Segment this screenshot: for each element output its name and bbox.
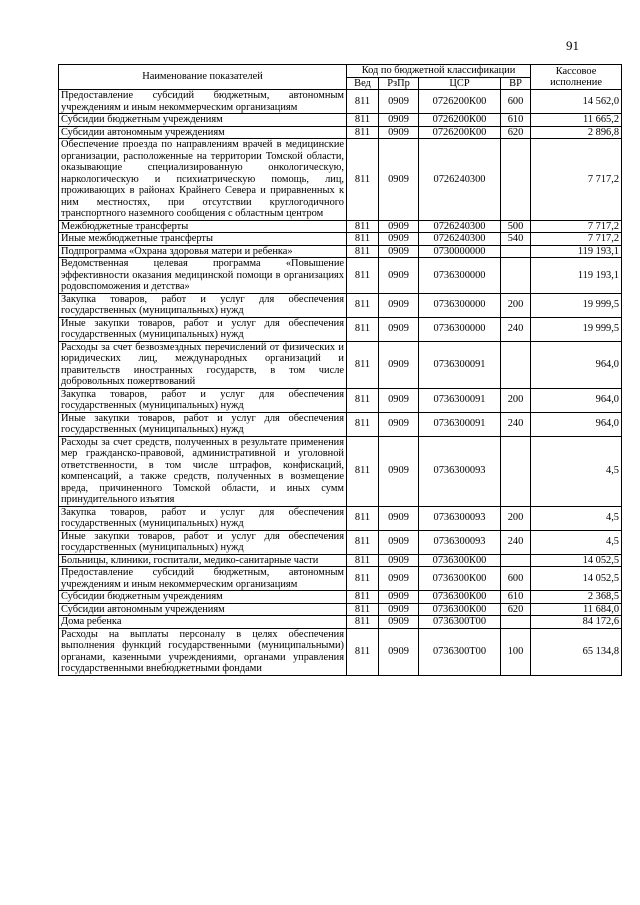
cell-ved: 811 bbox=[347, 530, 379, 554]
cell-csr: 0736300Т00 bbox=[419, 628, 501, 675]
cell-ved: 811 bbox=[347, 567, 379, 591]
cell-ved: 811 bbox=[347, 506, 379, 530]
cell-csr: 0726200К00 bbox=[419, 90, 501, 114]
cell-rzpr: 0909 bbox=[379, 220, 419, 233]
table-row bbox=[59, 90, 622, 114]
cell-csr: 0736300000 bbox=[419, 317, 501, 341]
table-row bbox=[59, 591, 622, 604]
cell-csr: 0726240300 bbox=[419, 220, 501, 233]
cell-csr: 0730000000 bbox=[419, 245, 501, 258]
cell-vr: 620 bbox=[501, 603, 531, 616]
cell-csr: 0736300000 bbox=[419, 293, 501, 317]
cell-ved: 811 bbox=[347, 220, 379, 233]
table-body bbox=[59, 90, 622, 676]
cell-sum: 7 717,2 bbox=[531, 233, 622, 246]
cell-name: Субсидии бюджетным учреждениям bbox=[59, 114, 347, 127]
header-ved: Вед bbox=[347, 77, 379, 90]
cell-name: Иные закупки товаров, работ и услуг для обеспечения государственных (муниципальных) нужд bbox=[59, 317, 347, 341]
cell-name: Субсидии автономным учреждениям bbox=[59, 126, 347, 139]
table-row bbox=[59, 506, 622, 530]
cell-rzpr: 0909 bbox=[379, 554, 419, 567]
cell-vr: 620 bbox=[501, 126, 531, 139]
cell-name: Иные закупки товаров, работ и услуг для обеспечения государственных (муниципальных) нужд bbox=[59, 412, 347, 436]
cell-rzpr: 0909 bbox=[379, 139, 419, 221]
cell-sum: 14 052,5 bbox=[531, 567, 622, 591]
cell-name: Субсидии бюджетным учреждениям bbox=[59, 591, 347, 604]
cell-ved: 811 bbox=[347, 388, 379, 412]
cell-vr bbox=[501, 139, 531, 221]
cell-csr: 0736300093 bbox=[419, 530, 501, 554]
cell-ved: 811 bbox=[347, 412, 379, 436]
cell-ved: 811 bbox=[347, 293, 379, 317]
cell-sum: 4,5 bbox=[531, 530, 622, 554]
cell-ved: 811 bbox=[347, 317, 379, 341]
cell-name: Расходы за счет средств, полученных в результате применения мер гражданско-правовой, административной и уголовной ответственности, в том числе штрафов, конфискаций, компенсаций, а также средств, полученных в возмещение вреда, причиненного Томской области, и иных сумм принудительного изъятия bbox=[59, 436, 347, 506]
cell-rzpr: 0909 bbox=[379, 388, 419, 412]
cell-rzpr: 0909 bbox=[379, 506, 419, 530]
cell-csr: 0726200К00 bbox=[419, 126, 501, 139]
header-rzpr: РзПр bbox=[379, 77, 419, 90]
cell-name: Закупка товаров, работ и услуг для обеспечения государственных (муниципальных) нужд bbox=[59, 506, 347, 530]
cell-name: Межбюджетные трансферты bbox=[59, 220, 347, 233]
cell-ved: 811 bbox=[347, 341, 379, 388]
page-number: 91 bbox=[566, 38, 579, 53]
cell-rzpr: 0909 bbox=[379, 317, 419, 341]
cell-vr: 610 bbox=[501, 114, 531, 127]
cell-vr: 200 bbox=[501, 293, 531, 317]
cell-rzpr: 0909 bbox=[379, 293, 419, 317]
cell-ved: 811 bbox=[347, 436, 379, 506]
table-row bbox=[59, 603, 622, 616]
cell-sum: 119 193,1 bbox=[531, 245, 622, 258]
cell-rzpr: 0909 bbox=[379, 603, 419, 616]
cell-name: Подпрограмма «Охрана здоровья матери и ребенка» bbox=[59, 245, 347, 258]
table-row bbox=[59, 436, 622, 506]
cell-csr: 0736300091 bbox=[419, 388, 501, 412]
cell-rzpr: 0909 bbox=[379, 436, 419, 506]
cell-rzpr: 0909 bbox=[379, 90, 419, 114]
cell-csr: 0736300093 bbox=[419, 436, 501, 506]
cell-sum: 19 999,5 bbox=[531, 317, 622, 341]
cell-csr: 0736300091 bbox=[419, 341, 501, 388]
cell-rzpr: 0909 bbox=[379, 233, 419, 246]
cell-vr bbox=[501, 341, 531, 388]
cell-ved: 811 bbox=[347, 591, 379, 604]
cell-sum: 119 193,1 bbox=[531, 258, 622, 294]
cell-csr: 0736300К00 bbox=[419, 591, 501, 604]
cell-sum: 964,0 bbox=[531, 341, 622, 388]
cell-csr: 0736300Т00 bbox=[419, 616, 501, 629]
cell-name: Закупка товаров, работ и услуг для обеспечения государственных (муниципальных) нужд bbox=[59, 293, 347, 317]
cell-sum: 4,5 bbox=[531, 436, 622, 506]
cell-sum: 11 665,2 bbox=[531, 114, 622, 127]
cell-rzpr: 0909 bbox=[379, 567, 419, 591]
cell-csr: 0736300093 bbox=[419, 506, 501, 530]
cell-csr: 0736300К00 bbox=[419, 603, 501, 616]
table-row bbox=[59, 567, 622, 591]
table-row bbox=[59, 293, 622, 317]
cell-name: Закупка товаров, работ и услуг для обеспечения государственных (муниципальных) нужд bbox=[59, 388, 347, 412]
cell-rzpr: 0909 bbox=[379, 628, 419, 675]
budget-execution-table bbox=[58, 64, 622, 676]
cell-sum: 4,5 bbox=[531, 506, 622, 530]
cell-vr: 100 bbox=[501, 628, 531, 675]
header-code-group: Код по бюджетной классификации bbox=[347, 65, 531, 78]
table-row bbox=[59, 126, 622, 139]
cell-name: Субсидии автономным учреждениям bbox=[59, 603, 347, 616]
table-row bbox=[59, 258, 622, 294]
cell-ved: 811 bbox=[347, 245, 379, 258]
cell-name: Обеспечение проезда по направлениям врачей в медицинские организации, расположенные на территории Томской области, оказывающие специализированную онкологическую, наркологическую и психиатрическую помощь, лиц, проживающих в районах Крайнего Севера и приравненных к ним местностях, при отсутствии круглогодичного транспортного наземного сообщения с областным центром bbox=[59, 139, 347, 221]
header-name: Наименование показателей bbox=[59, 65, 347, 90]
header-vr: ВР bbox=[501, 77, 531, 90]
cell-name: Больницы, клиники, госпитали, медико-санитарные части bbox=[59, 554, 347, 567]
cell-ved: 811 bbox=[347, 114, 379, 127]
cell-name: Предоставление субсидий бюджетным, автономным учреждениям и иным некоммерческим организациям bbox=[59, 567, 347, 591]
cell-name: Расходы за счет безвозмездных перечислений от физических и юридических лиц, международных организаций и правительств иностранных государств, в том числе добровольных пожертвований bbox=[59, 341, 347, 388]
cell-vr: 540 bbox=[501, 233, 531, 246]
table-row bbox=[59, 628, 622, 675]
cell-vr: 240 bbox=[501, 530, 531, 554]
cell-csr: 0736300К00 bbox=[419, 554, 501, 567]
cell-ved: 811 bbox=[347, 126, 379, 139]
cell-vr bbox=[501, 436, 531, 506]
cell-ved: 811 bbox=[347, 139, 379, 221]
cell-sum: 7 717,2 bbox=[531, 220, 622, 233]
table-row bbox=[59, 530, 622, 554]
cell-csr: 0726240300 bbox=[419, 233, 501, 246]
cell-csr: 0726200К00 bbox=[419, 114, 501, 127]
header-cash-execution: Кассовое исполнение bbox=[531, 65, 622, 90]
cell-sum: 2 368,5 bbox=[531, 591, 622, 604]
cell-vr: 600 bbox=[501, 90, 531, 114]
cell-rzpr: 0909 bbox=[379, 530, 419, 554]
cell-csr: 0736300000 bbox=[419, 258, 501, 294]
cell-csr: 0726240300 bbox=[419, 139, 501, 221]
cell-csr: 0736300091 bbox=[419, 412, 501, 436]
table-row bbox=[59, 341, 622, 388]
cell-vr bbox=[501, 616, 531, 629]
table-row bbox=[59, 412, 622, 436]
cell-ved: 811 bbox=[347, 258, 379, 294]
table-row bbox=[59, 388, 622, 412]
cell-ved: 811 bbox=[347, 90, 379, 114]
cell-sum: 14 052,5 bbox=[531, 554, 622, 567]
cell-ved: 811 bbox=[347, 554, 379, 567]
cell-vr: 240 bbox=[501, 412, 531, 436]
cell-ved: 811 bbox=[347, 233, 379, 246]
cell-name: Дома ребенка bbox=[59, 616, 347, 629]
cell-vr: 200 bbox=[501, 506, 531, 530]
table-row bbox=[59, 114, 622, 127]
cell-rzpr: 0909 bbox=[379, 258, 419, 294]
cell-name: Иные межбюджетные трансферты bbox=[59, 233, 347, 246]
cell-name: Предоставление субсидий бюджетным, автономным учреждениям и иным некоммерческим организациям bbox=[59, 90, 347, 114]
cell-vr: 240 bbox=[501, 317, 531, 341]
cell-name: Ведомственная целевая программа «Повышение эффективности оказания медицинской помощи в организациях родовспоможения и детства» bbox=[59, 258, 347, 294]
cell-ved: 811 bbox=[347, 616, 379, 629]
cell-vr bbox=[501, 245, 531, 258]
cell-ved: 811 bbox=[347, 628, 379, 675]
cell-sum: 65 134,8 bbox=[531, 628, 622, 675]
header-csr: ЦСР bbox=[419, 77, 501, 90]
cell-rzpr: 0909 bbox=[379, 591, 419, 604]
cell-vr: 600 bbox=[501, 567, 531, 591]
cell-vr bbox=[501, 258, 531, 294]
cell-rzpr: 0909 bbox=[379, 126, 419, 139]
table-row bbox=[59, 139, 622, 221]
cell-sum: 11 684,0 bbox=[531, 603, 622, 616]
cell-vr bbox=[501, 554, 531, 567]
table-row bbox=[59, 233, 622, 246]
table-row bbox=[59, 220, 622, 233]
cell-rzpr: 0909 bbox=[379, 341, 419, 388]
table-row bbox=[59, 554, 622, 567]
cell-sum: 964,0 bbox=[531, 388, 622, 412]
cell-csr: 0736300К00 bbox=[419, 567, 501, 591]
cell-sum: 19 999,5 bbox=[531, 293, 622, 317]
cell-name: Расходы на выплаты персоналу в целях обеспечения выполнения функций государственными (муниципальными) органами, казенными учреждениями, органами управления государственными внебюджетными фондами bbox=[59, 628, 347, 675]
cell-rzpr: 0909 bbox=[379, 412, 419, 436]
cell-rzpr: 0909 bbox=[379, 616, 419, 629]
cell-name: Иные закупки товаров, работ и услуг для обеспечения государственных (муниципальных) нужд bbox=[59, 530, 347, 554]
table-row bbox=[59, 245, 622, 258]
cell-vr: 610 bbox=[501, 591, 531, 604]
cell-vr: 500 bbox=[501, 220, 531, 233]
cell-rzpr: 0909 bbox=[379, 245, 419, 258]
cell-sum: 2 896,8 bbox=[531, 126, 622, 139]
cell-ved: 811 bbox=[347, 603, 379, 616]
table-row bbox=[59, 317, 622, 341]
cell-sum: 7 717,2 bbox=[531, 139, 622, 221]
table-row bbox=[59, 616, 622, 629]
cell-sum: 964,0 bbox=[531, 412, 622, 436]
cell-vr: 200 bbox=[501, 388, 531, 412]
cell-rzpr: 0909 bbox=[379, 114, 419, 127]
cell-sum: 84 172,6 bbox=[531, 616, 622, 629]
cell-sum: 14 562,0 bbox=[531, 90, 622, 114]
